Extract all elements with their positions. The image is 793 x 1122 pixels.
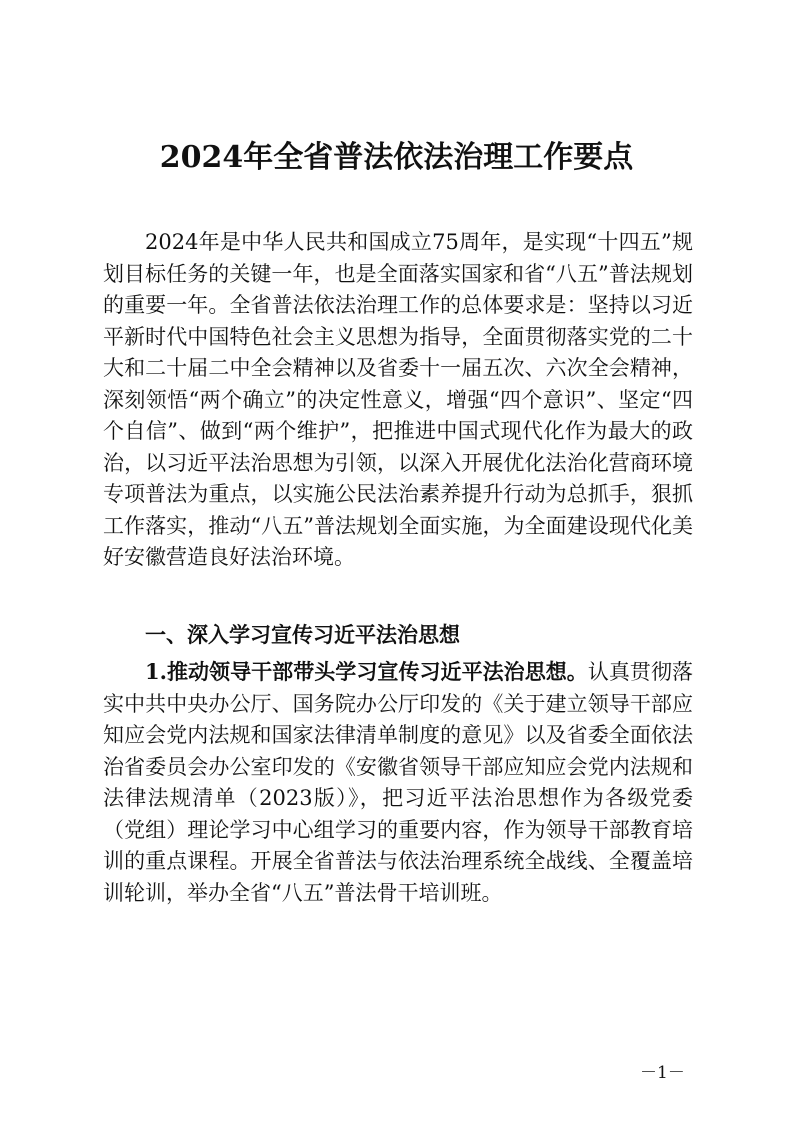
section-heading-1: 一、深入学习宣传习近平法治思想 xyxy=(145,623,460,647)
document-title: 2024年全省普法依法治理工作要点 xyxy=(159,140,634,175)
item-1-body-text: 认真贯彻落实中共中央办公厅、国务院办公厅印发的《关于建立领导干部应知应会党内法规和国家法律清单制度的意见》以及省委全面依法治省委员会办公室印发的《安徽省领导干部应知应会党内法规和法律法规清单（2023版）》，把习近平法治思想作为各级党委（党组）理论学习中心组学习的重要内容，作为领导干部教育培训的重点课程。开展全省普法与依法治理系统全战线、全覆盖培训轮训，举办全省“八五”普法骨干培训班。 xyxy=(103,660,694,905)
intro-paragraph: 2024年是中华人民共和国成立75周年，是实现“十四五”规划目标任务的关键一年，也是全面落实国家和省“八五”普法规划的重要一年。全省普法依法治理工作的总体要求是：坚持以习近平新时代中国特色社会主义思想为指导，全面贯彻落实党的二十大和二十届二中全会精神以及省委十一届五次、六次全会精神，深刻领悟“两个确立”的决定性意义，增强“四个意识”、坚定“四个自信”、做到“两个维护”，把推进中国式现代化作为最大的政治，以习近平法治思想为引领，以深入开展优化法治化营商环境专项普法为重点，以实施公民法治素养提升行动为总抓手，狠抓工作落实，推动“八五”普法规划全面实施，为全面建设现代化美好安徽营造良好法治环境。 xyxy=(103,230,693,569)
page-number: －1－ xyxy=(640,1063,685,1083)
section-1-item-1-paragraph xyxy=(103,656,693,909)
item-1-lead-text: 1.推动领导干部带头学习宣传习近平法治思想。 xyxy=(145,659,588,684)
